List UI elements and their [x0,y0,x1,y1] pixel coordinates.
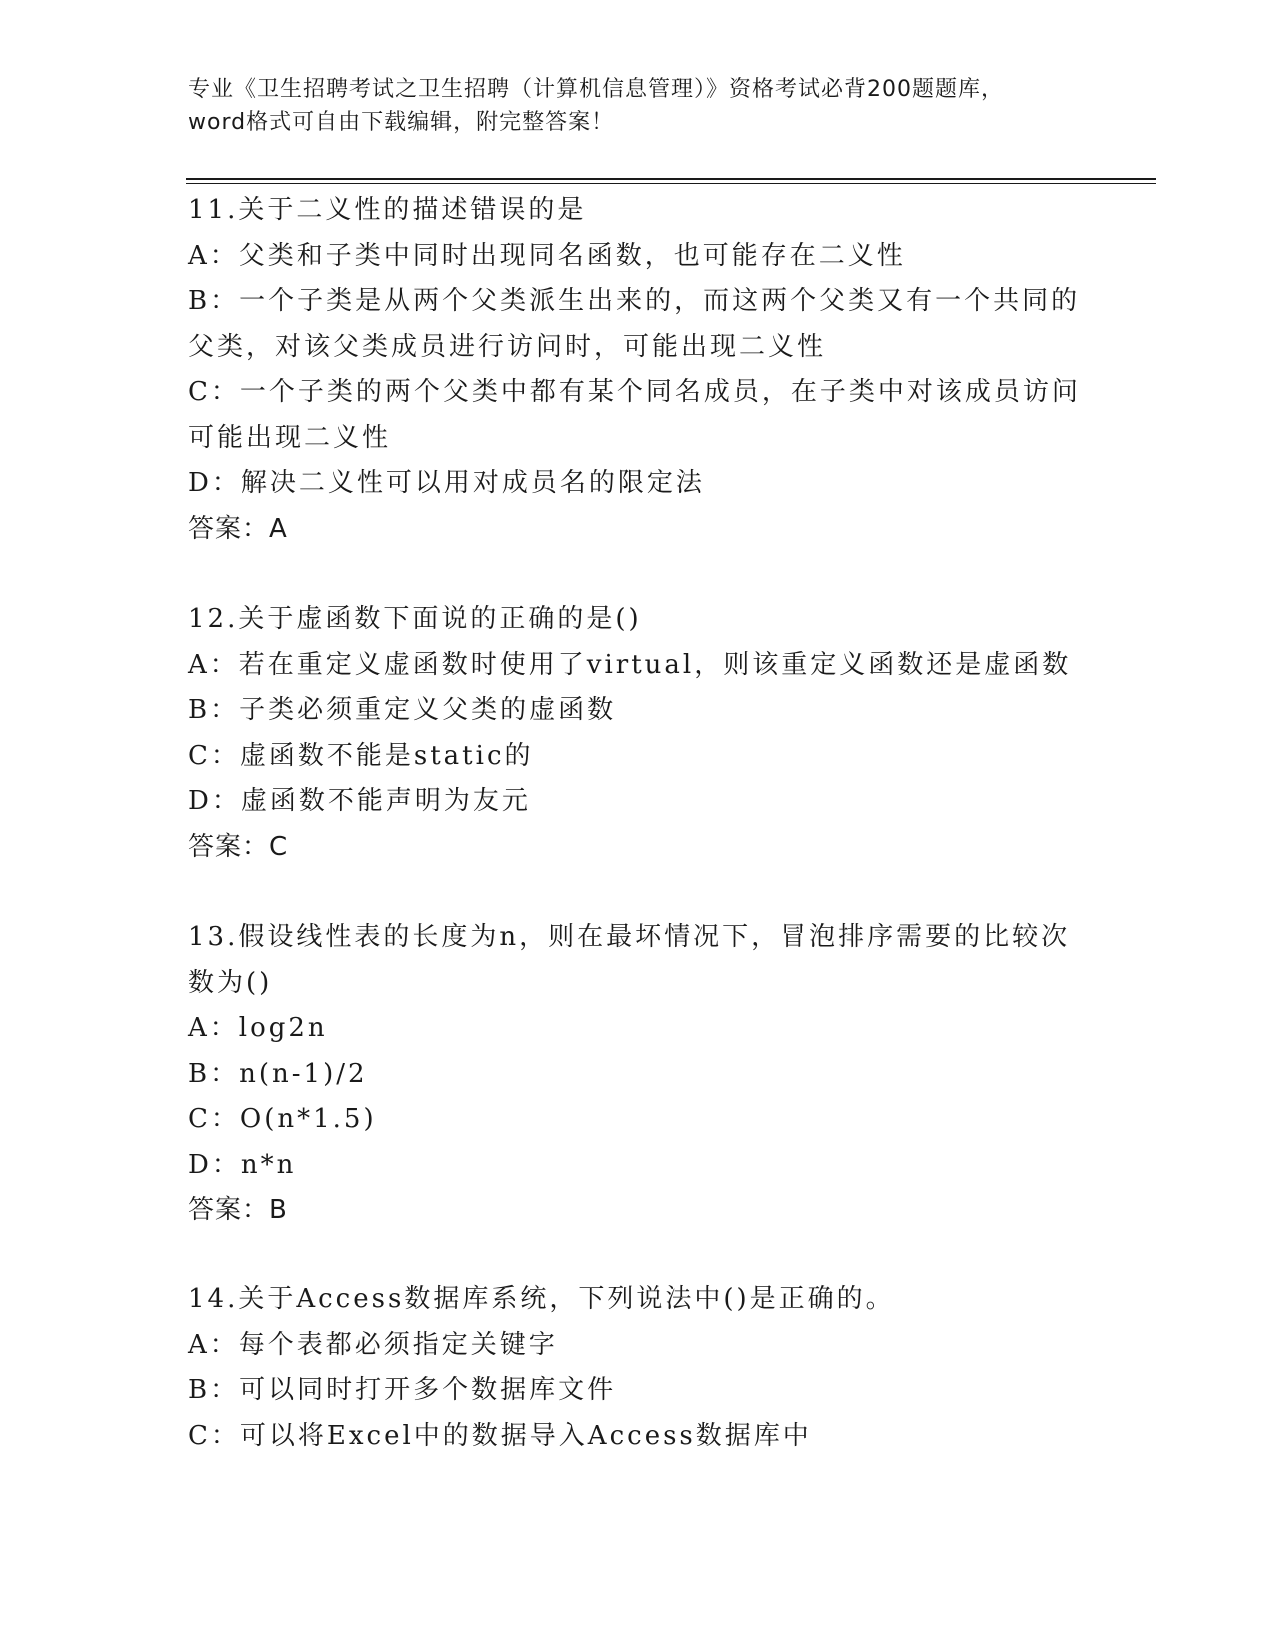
answer-label: 答案：C [188,831,289,862]
option-a: A：若在重定义虚函数时使用了virtual，则该重定义函数还是虚函数 [188,649,1072,680]
option-a: A：log2n [188,1013,328,1043]
answer-label: 答案：A [188,513,288,544]
option-b: B：可以同时打开多个数据库文件 [188,1375,617,1405]
option-d: D：解决二义性可以用对成员名的限定法 [188,468,705,498]
option-c-continued: 可能出现二义性 [188,422,392,453]
option-b: B：一个子类是从两个父类派生出来的，而这两个父类又有一个共同的 [188,286,1081,316]
header-line-1: 专业《卫生招聘考试之卫生招聘（计算机信息管理）》资格考试必背200题题库， [188,77,1004,102]
question-stem: 12.关于虚函数下面说的正确的是() [188,604,642,634]
document-header [188,73,1088,139]
option-b: B：n(n-1)/2 [188,1058,368,1089]
option-a: A：每个表都必须指定关键字 [188,1329,558,1360]
question-11 [188,188,1088,552]
question-12 [188,597,1088,870]
option-c: C：O(n*1.5) [188,1104,377,1134]
option-c: C：一个子类的两个父类中都有某个同名成员，在子类中对该成员访问 [188,377,1081,407]
question-13 [188,915,1088,1234]
header-divider-thick [186,178,1156,180]
option-d: D：n*n [188,1149,297,1180]
question-stem-continued: 数为() [188,967,273,998]
question-stem: 14.关于Access数据库系统，下列说法中()是正确的。 [188,1284,895,1314]
header-line-2: word格式可自由下载编辑，附完整答案！ [188,110,615,135]
question-14 [188,1277,1088,1459]
option-b-continued: 父类，对该父类成员进行访问时，可能出现二义性 [188,331,827,362]
option-b: B：子类必须重定义父类的虚函数 [188,695,617,725]
option-c: C：虚函数不能是static的 [188,740,534,771]
option-c: C：可以将Excel中的数据导入Access数据库中 [188,1420,812,1451]
question-stem: 11.关于二义性的描述错误的是 [188,195,587,225]
header-divider-thin [186,183,1156,184]
answer-label: 答案：B [188,1195,288,1225]
option-a: A：父类和子类中同时出现同名函数，也可能存在二义性 [188,240,906,271]
option-d: D：虚函数不能声明为友元 [188,786,531,816]
question-stem: 13.假设线性表的长度为n，则在最坏情况下，冒泡排序需要的比较次 [188,922,1071,952]
